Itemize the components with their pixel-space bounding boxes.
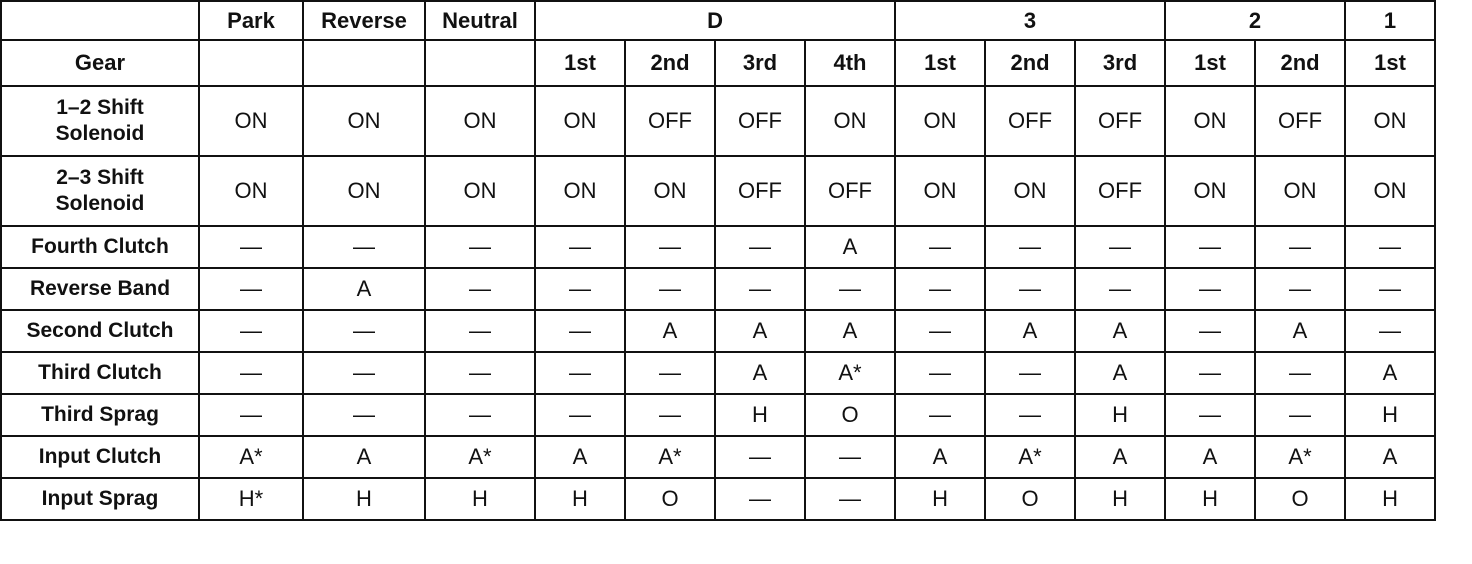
table-cell: — (895, 310, 985, 352)
table-cell: OFF (985, 86, 1075, 156)
row-label: Fourth Clutch (1, 226, 199, 268)
table-row (1, 226, 1435, 268)
table-cell: A (1345, 436, 1435, 478)
table-cell: ON (1165, 86, 1255, 156)
table-cell: — (1075, 226, 1165, 268)
table-row (1, 394, 1435, 436)
table-cell: — (199, 352, 303, 394)
table-cell: ON (625, 156, 715, 226)
table-cell: — (1255, 268, 1345, 310)
table-cell: — (1345, 226, 1435, 268)
gear-header: 2nd (985, 40, 1075, 86)
table-row (1, 352, 1435, 394)
table-row (1, 86, 1435, 156)
table-cell: A (1255, 310, 1345, 352)
table-cell: — (715, 226, 805, 268)
table-row (1, 310, 1435, 352)
table-cell: — (425, 394, 535, 436)
table-cell: A (303, 436, 425, 478)
table-row (1, 436, 1435, 478)
table-cell: A (1165, 436, 1255, 478)
table-cell: — (895, 226, 985, 268)
table-cell: A (985, 310, 1075, 352)
group-header-row (1, 1, 1435, 40)
table-cell: ON (199, 86, 303, 156)
gear-header: 4th (805, 40, 895, 86)
table-cell: A* (425, 436, 535, 478)
table-cell: H (715, 394, 805, 436)
row-label: Input Clutch (1, 436, 199, 478)
table-cell: ON (199, 156, 303, 226)
table-cell: ON (425, 86, 535, 156)
table-cell: OFF (1075, 156, 1165, 226)
table-cell: H (1345, 478, 1435, 520)
table-cell: — (625, 226, 715, 268)
table-cell: ON (303, 86, 425, 156)
table-cell: ON (985, 156, 1075, 226)
table-cell: — (303, 352, 425, 394)
table-cell: — (425, 310, 535, 352)
table-cell: — (199, 394, 303, 436)
group-header: 1 (1345, 1, 1435, 40)
table-cell: — (985, 394, 1075, 436)
table-cell: — (303, 226, 425, 268)
table-cell: — (625, 268, 715, 310)
table-cell: O (1255, 478, 1345, 520)
table-cell: H (425, 478, 535, 520)
gear-header: 1st (895, 40, 985, 86)
table-cell: ON (1345, 86, 1435, 156)
table-cell: O (805, 394, 895, 436)
table-cell: — (805, 436, 895, 478)
row-label: 2–3 Shift Solenoid (1, 156, 199, 226)
table-cell: — (535, 268, 625, 310)
table-cell: ON (535, 86, 625, 156)
group-header: Reverse (303, 1, 425, 40)
table-cell: — (535, 226, 625, 268)
gear-header: 1st (1345, 40, 1435, 86)
table-cell: A (715, 310, 805, 352)
table-cell: — (895, 394, 985, 436)
table-cell: — (625, 394, 715, 436)
gear-header (303, 40, 425, 86)
table-cell: A (1075, 310, 1165, 352)
table-cell: OFF (715, 86, 805, 156)
table-cell: O (985, 478, 1075, 520)
table-cell: — (1345, 310, 1435, 352)
gear-header: 2nd (1255, 40, 1345, 86)
table-cell: — (199, 226, 303, 268)
table-cell: — (425, 352, 535, 394)
table-cell: A* (199, 436, 303, 478)
table-cell: H (303, 478, 425, 520)
table-cell: A (625, 310, 715, 352)
table-cell: H (1165, 478, 1255, 520)
table-cell: A (895, 436, 985, 478)
table-cell: — (199, 310, 303, 352)
table-cell: A (1345, 352, 1435, 394)
table-cell: H (1075, 394, 1165, 436)
table-cell: A* (805, 352, 895, 394)
table-cell: ON (535, 156, 625, 226)
table-cell: — (895, 352, 985, 394)
table-cell: — (805, 268, 895, 310)
table-cell: O (625, 478, 715, 520)
table-cell: A (535, 436, 625, 478)
table-cell: ON (1345, 156, 1435, 226)
table-cell: — (1255, 226, 1345, 268)
table-cell: — (1255, 394, 1345, 436)
table-cell: ON (895, 86, 985, 156)
table-cell: — (985, 352, 1075, 394)
gear-header: 1st (1165, 40, 1255, 86)
row-label: Third Clutch (1, 352, 199, 394)
row-label: Input Sprag (1, 478, 199, 520)
table-cell: — (1255, 352, 1345, 394)
group-header: Neutral (425, 1, 535, 40)
table-cell: — (1165, 226, 1255, 268)
table-cell: — (985, 268, 1075, 310)
gear-header: 1st (535, 40, 625, 86)
table-cell: H (535, 478, 625, 520)
table-cell: OFF (1255, 86, 1345, 156)
table-cell: — (715, 478, 805, 520)
table-cell: A* (985, 436, 1075, 478)
table-cell: ON (805, 86, 895, 156)
group-header: Park (199, 1, 303, 40)
group-header: 2 (1165, 1, 1345, 40)
table-cell: — (985, 226, 1075, 268)
group-header: D (535, 1, 895, 40)
table-cell: — (303, 394, 425, 436)
table-cell: — (805, 478, 895, 520)
table-cell: ON (303, 156, 425, 226)
gear-header: 2nd (625, 40, 715, 86)
table-cell: — (1165, 352, 1255, 394)
gear-header: 3rd (715, 40, 805, 86)
table-cell: ON (895, 156, 985, 226)
table-cell: A (1075, 352, 1165, 394)
table-cell: A (715, 352, 805, 394)
table-row (1, 156, 1435, 226)
table-cell: — (715, 436, 805, 478)
table-cell: — (199, 268, 303, 310)
table-cell: — (535, 352, 625, 394)
table-cell: H (895, 478, 985, 520)
table-cell: — (425, 268, 535, 310)
table-cell: H* (199, 478, 303, 520)
table-cell: ON (425, 156, 535, 226)
table-cell: — (303, 310, 425, 352)
table-cell: A (805, 226, 895, 268)
table-cell: H (1345, 394, 1435, 436)
table-cell: A (1075, 436, 1165, 478)
row-label: Second Clutch (1, 310, 199, 352)
table-cell: A (303, 268, 425, 310)
table-cell: OFF (1075, 86, 1165, 156)
table-cell: — (715, 268, 805, 310)
table-cell: — (1165, 268, 1255, 310)
table-cell: — (535, 394, 625, 436)
gear-header-row (1, 40, 1435, 86)
table-cell: A (805, 310, 895, 352)
table-row (1, 268, 1435, 310)
row-label: Third Sprag (1, 394, 199, 436)
corner-cell (1, 1, 199, 40)
table-row (1, 478, 1435, 520)
row-label: Reverse Band (1, 268, 199, 310)
table-cell: — (1345, 268, 1435, 310)
table-cell: — (535, 310, 625, 352)
table-cell: ON (1255, 156, 1345, 226)
table-cell: — (425, 226, 535, 268)
gear-header (199, 40, 303, 86)
gear-header: 3rd (1075, 40, 1165, 86)
table-cell: — (1165, 310, 1255, 352)
table-cell: ON (1165, 156, 1255, 226)
table-cell: — (1165, 394, 1255, 436)
group-header: 3 (895, 1, 1165, 40)
gear-header (425, 40, 535, 86)
table-cell: A* (1255, 436, 1345, 478)
table-cell: OFF (805, 156, 895, 226)
table-cell: OFF (715, 156, 805, 226)
table-cell: A* (625, 436, 715, 478)
row-header-gear: Gear (1, 40, 199, 86)
row-label: 1–2 Shift Solenoid (1, 86, 199, 156)
table-cell: OFF (625, 86, 715, 156)
table-cell: — (1075, 268, 1165, 310)
table-cell: H (1075, 478, 1165, 520)
table-cell: — (895, 268, 985, 310)
table-cell: — (625, 352, 715, 394)
